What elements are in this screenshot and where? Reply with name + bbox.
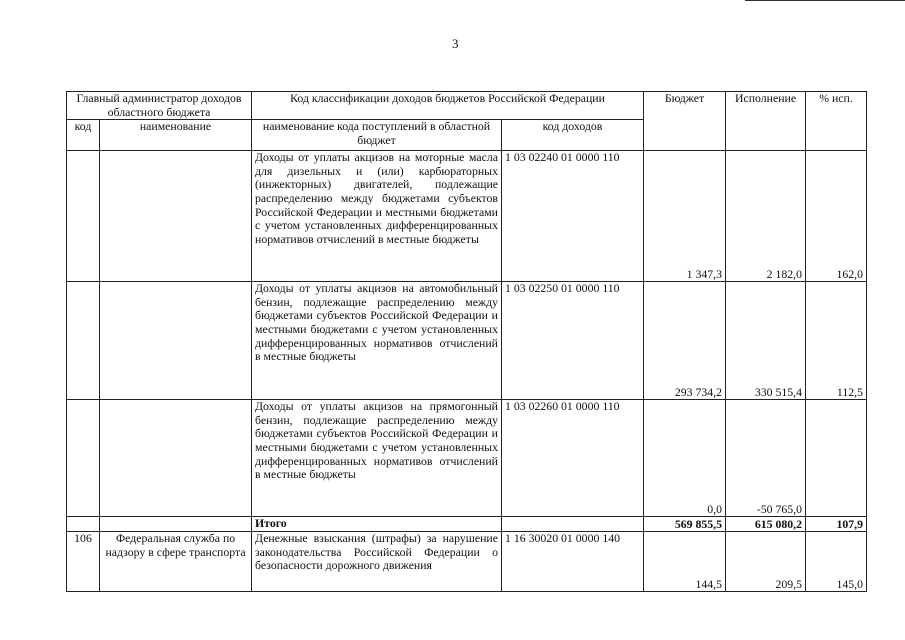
total-empty-code	[67, 517, 100, 532]
admin-code-cell: 106	[67, 532, 100, 592]
income-code-cell: 1 03 02240 01 0000 110	[502, 151, 644, 282]
header-income-name: наименование кода поступлений в областной бюджет	[252, 120, 502, 151]
execution-cell: 209,5	[726, 532, 806, 592]
top-rule	[745, 0, 905, 1]
admin-name-cell	[100, 400, 252, 517]
total-label: Итого	[252, 517, 502, 532]
total-budget: 569 855,5	[644, 517, 726, 532]
budget-cell: 293 734,2	[644, 282, 726, 400]
income-code-cell: 1 03 02260 01 0000 110	[502, 400, 644, 517]
table-row	[67, 532, 867, 592]
total-row	[67, 517, 867, 532]
admin-code-cell	[67, 282, 100, 400]
budget-cell: 0,0	[644, 400, 726, 517]
execution-cell: 2 182,0	[726, 151, 806, 282]
income-code-cell: 1 16 30020 01 0000 140	[502, 532, 644, 592]
header-percent: % исп.	[806, 92, 867, 151]
income-name-cell: Денежные взыскания (штрафы) за нарушение законодательства Российской Федерации о безопасности дорожного движения	[252, 532, 502, 592]
revenue-table	[66, 91, 867, 592]
percent-cell: 112,5	[806, 282, 867, 400]
admin-name-cell	[100, 151, 252, 282]
total-execution: 615 080,2	[726, 517, 806, 532]
execution-cell: -50 765,0	[726, 400, 806, 517]
percent-cell	[806, 400, 867, 517]
total-empty-income-code	[502, 517, 644, 532]
header-admin-group: Главный администратор доходов областного бюджета	[67, 92, 252, 120]
table-row	[67, 400, 867, 517]
header-classification-group: Код классификации доходов бюджетов Российской Федерации	[252, 92, 644, 120]
percent-cell: 145,0	[806, 532, 867, 592]
percent-cell: 162,0	[806, 151, 867, 282]
admin-name-cell: Федеральная служба по надзору в сфере транспорта	[100, 532, 252, 592]
budget-cell: 144,5	[644, 532, 726, 592]
admin-code-cell	[67, 151, 100, 282]
header-income-code: код доходов	[502, 120, 644, 151]
budget-cell: 1 347,3	[644, 151, 726, 282]
table-row	[67, 151, 867, 282]
income-name-cell: Доходы от уплаты акцизов на моторные масла для дизельных и (или) карбюраторных (инжекторных) двигателей, подлежащие распределению между бюджетами субъектов Российской Федерации и местными бюджетами с учетом установленных дифференцированных нормативов отчислений в местные бюджеты	[252, 151, 502, 282]
total-empty-name	[100, 517, 252, 532]
admin-code-cell	[67, 400, 100, 517]
table-row	[67, 282, 867, 400]
income-name-cell: Доходы от уплаты акцизов на прямогонный бензин, подлежащие распределению между бюджетами субъектов Российской Федерации и местными бюджетами с учетом установленных дифференцированных нормативов отчислений в местные бюджеты	[252, 400, 502, 517]
income-name-cell: Доходы от уплаты акцизов на автомобильный бензин, подлежащие распределению между бюджетами субъектов Российской Федерации и местными бюджетами с учетом установленных дифференцированных нормативов отчислений в местные бюджеты	[252, 282, 502, 400]
income-code-cell: 1 03 02250 01 0000 110	[502, 282, 644, 400]
total-percent: 107,9	[806, 517, 867, 532]
header-execution: Исполнение	[726, 92, 806, 151]
header-code: код	[67, 120, 100, 151]
header-name: наименование	[100, 120, 252, 151]
page-number: 3	[452, 36, 459, 51]
admin-name-cell	[100, 282, 252, 400]
execution-cell: 330 515,4	[726, 282, 806, 400]
header-budget: Бюджет	[644, 92, 726, 151]
